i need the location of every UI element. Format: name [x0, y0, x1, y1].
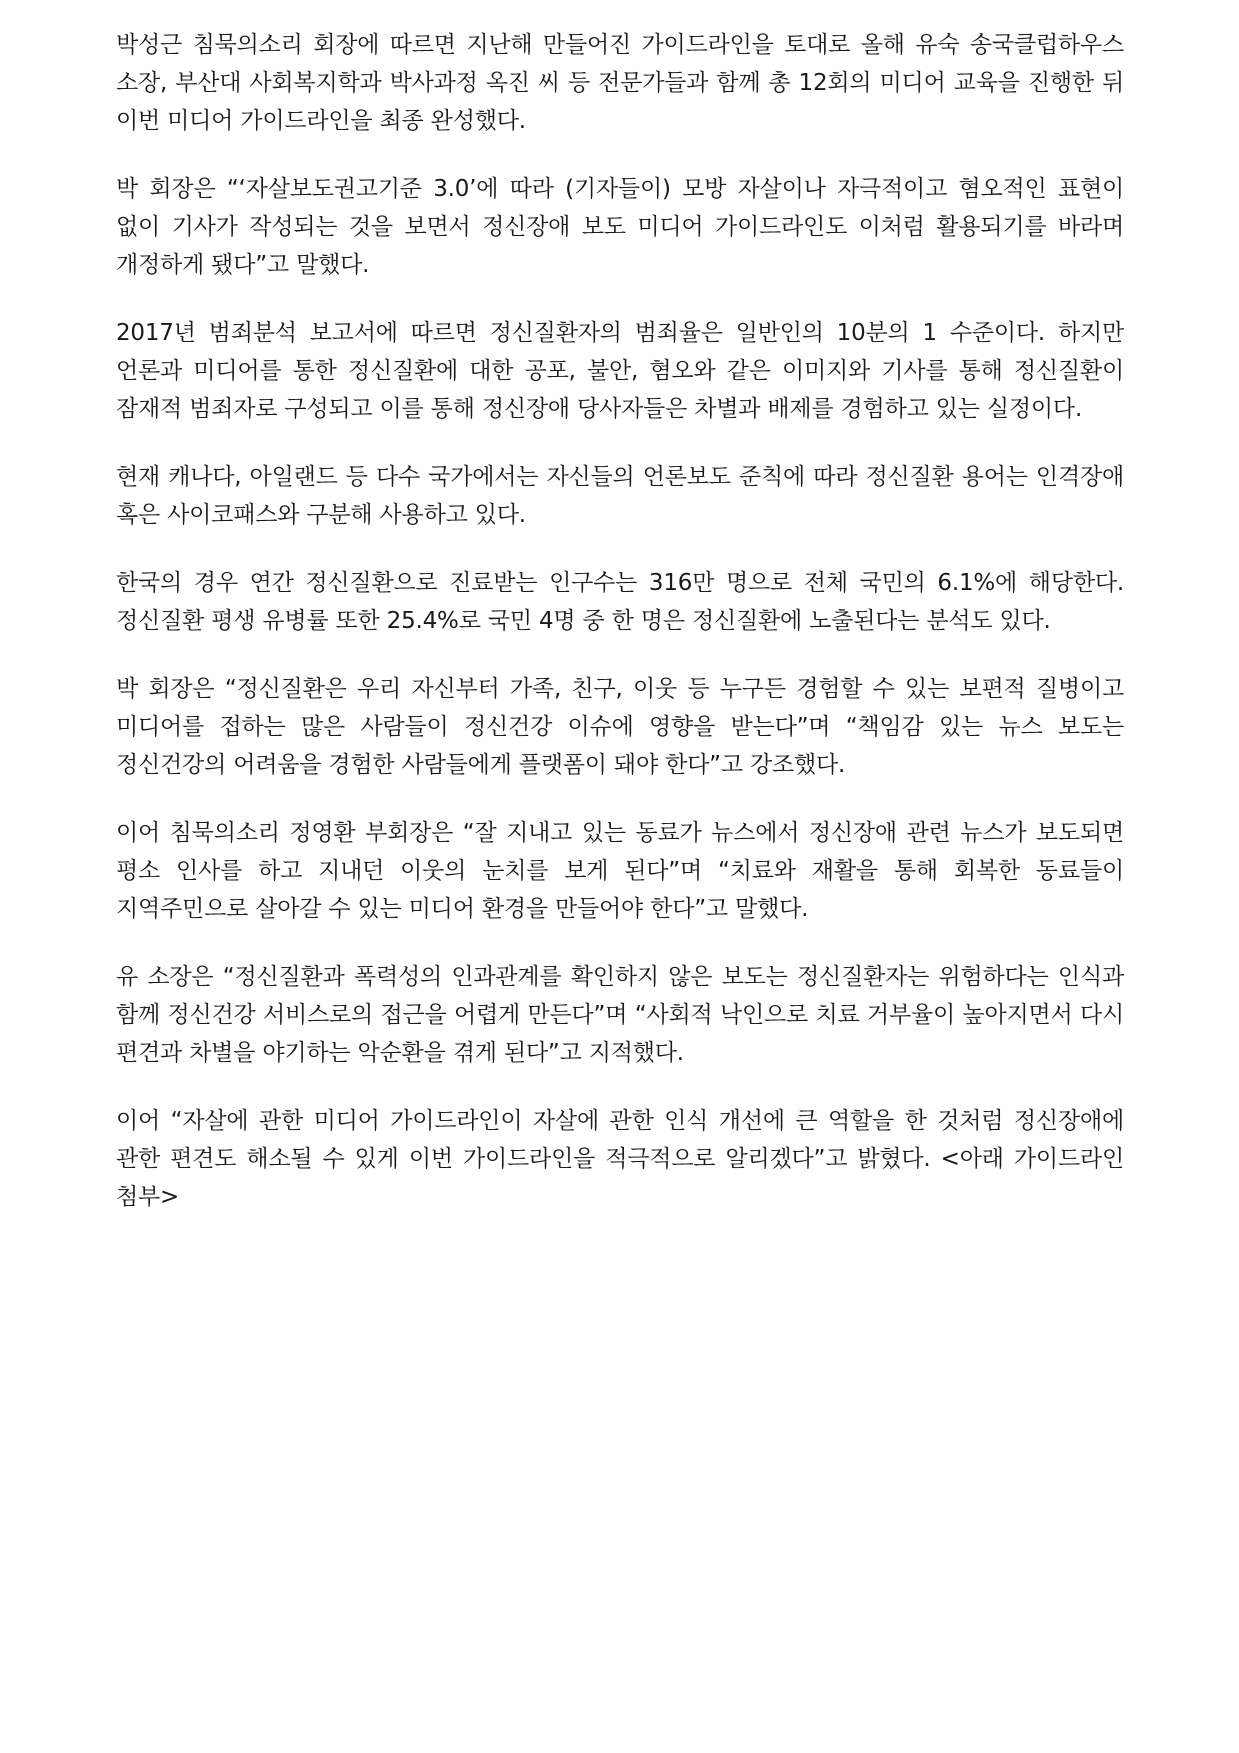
- article-paragraph-9: 이어 “자살에 관한 미디어 가이드라인이 자살에 관한 인식 개선에 큰 역할을 한 것처럼 정신장애에 관한 편견도 해소될 수 있게 이번 가이드라인을 적극적으로 알리겠다”고 밝혔다. <아래 가이드라인 첨부>: [116, 1108, 1124, 1210]
- article-paragraph-6: 박 회장은 “정신질환은 우리 자신부터 가족, 친구, 이웃 등 누구든 경험할 수 있는 보편적 질병이고 미디어를 접하는 많은 사람들이 정신건강 이슈에 영향을 받는다”며 “책임감 있는 뉴스 보도는 정신건강의 어려움을 경험한 사람들에게 플랫폼이 돼야 한다”고 강조했다.: [116, 676, 1124, 778]
- article-paragraph-1: 박성근 침묵의소리 회장에 따르면 지난해 만들어진 가이드라인을 토대로 올해 유숙 송국클럽하우스 소장, 부산대 사회복지학과 박사과정 옥진 씨 등 전문가들과 함께 총 12회의 미디어 교육을 진행한 뒤 이번 미디어 가이드라인을 최종 완성했다.: [116, 32, 1125, 134]
- article-paragraph-8: 유 소장은 “정신질환과 폭력성의 인과관계를 확인하지 않은 보도는 정신질환자는 위험하다는 인식과 함께 정신건강 서비스로의 접근을 어렵게 만든다”며 “사회적 낙인으로 치료 거부율이 높아지면서 다시 편견과 차별을 야기하는 악순환을 겪게 된다”고 지적했다.: [116, 964, 1124, 1066]
- article-body: [116, 26, 1124, 1246]
- article-paragraph-2: 박 회장은 “‘자살보도권고기준 3.0’에 따라 (기자들이) 모방 자살이나 자극적이고 혐오적인 표현이 없이 기사가 작성되는 것을 보면서 정신장애 보도 미디어 가이드라인도 이처럼 활용되기를 바라며 개정하게 됐다”고 말했다.: [116, 176, 1124, 278]
- article-paragraph-3: 2017년 범죄분석 보고서에 따르면 정신질환자의 범죄율은 일반인의 10분의 1 수준이다. 하지만 언론과 미디어를 통한 정신질환에 대한 공포, 불안, 혐오와 같은 이미지와 기사를 통해 정신질환이 잠재적 범죄자로 구성되고 이를 통해 정신장애 당사자들은 차별과 배제를 경험하고 있는 실정이다.: [116, 320, 1124, 422]
- article-paragraph-5: 한국의 경우 연간 정신질환으로 진료받는 인구수는 316만 명으로 전체 국민의 6.1%에 해당한다. 정신질환 평생 유병률 또한 25.4%로 국민 4명 중 한 명은 정신질환에 노출된다는 분석도 있다.: [116, 570, 1124, 634]
- article-paragraph-4: 현재 캐나다, 아일랜드 등 다수 국가에서는 자신들의 언론보도 준칙에 따라 정신질환 용어는 인격장애 혹은 사이코패스와 구분해 사용하고 있다.: [116, 464, 1124, 528]
- article-paragraph-7: 이어 침묵의소리 정영환 부회장은 “잘 지내고 있는 동료가 뉴스에서 정신장애 관련 뉴스가 보도되면 평소 인사를 하고 지내던 이웃의 눈치를 보게 된다”며 “치료와 재활을 통해 회복한 동료들이 지역주민으로 살아갈 수 있는 미디어 환경을 만들어야 한다”고 말했다.: [116, 820, 1124, 922]
